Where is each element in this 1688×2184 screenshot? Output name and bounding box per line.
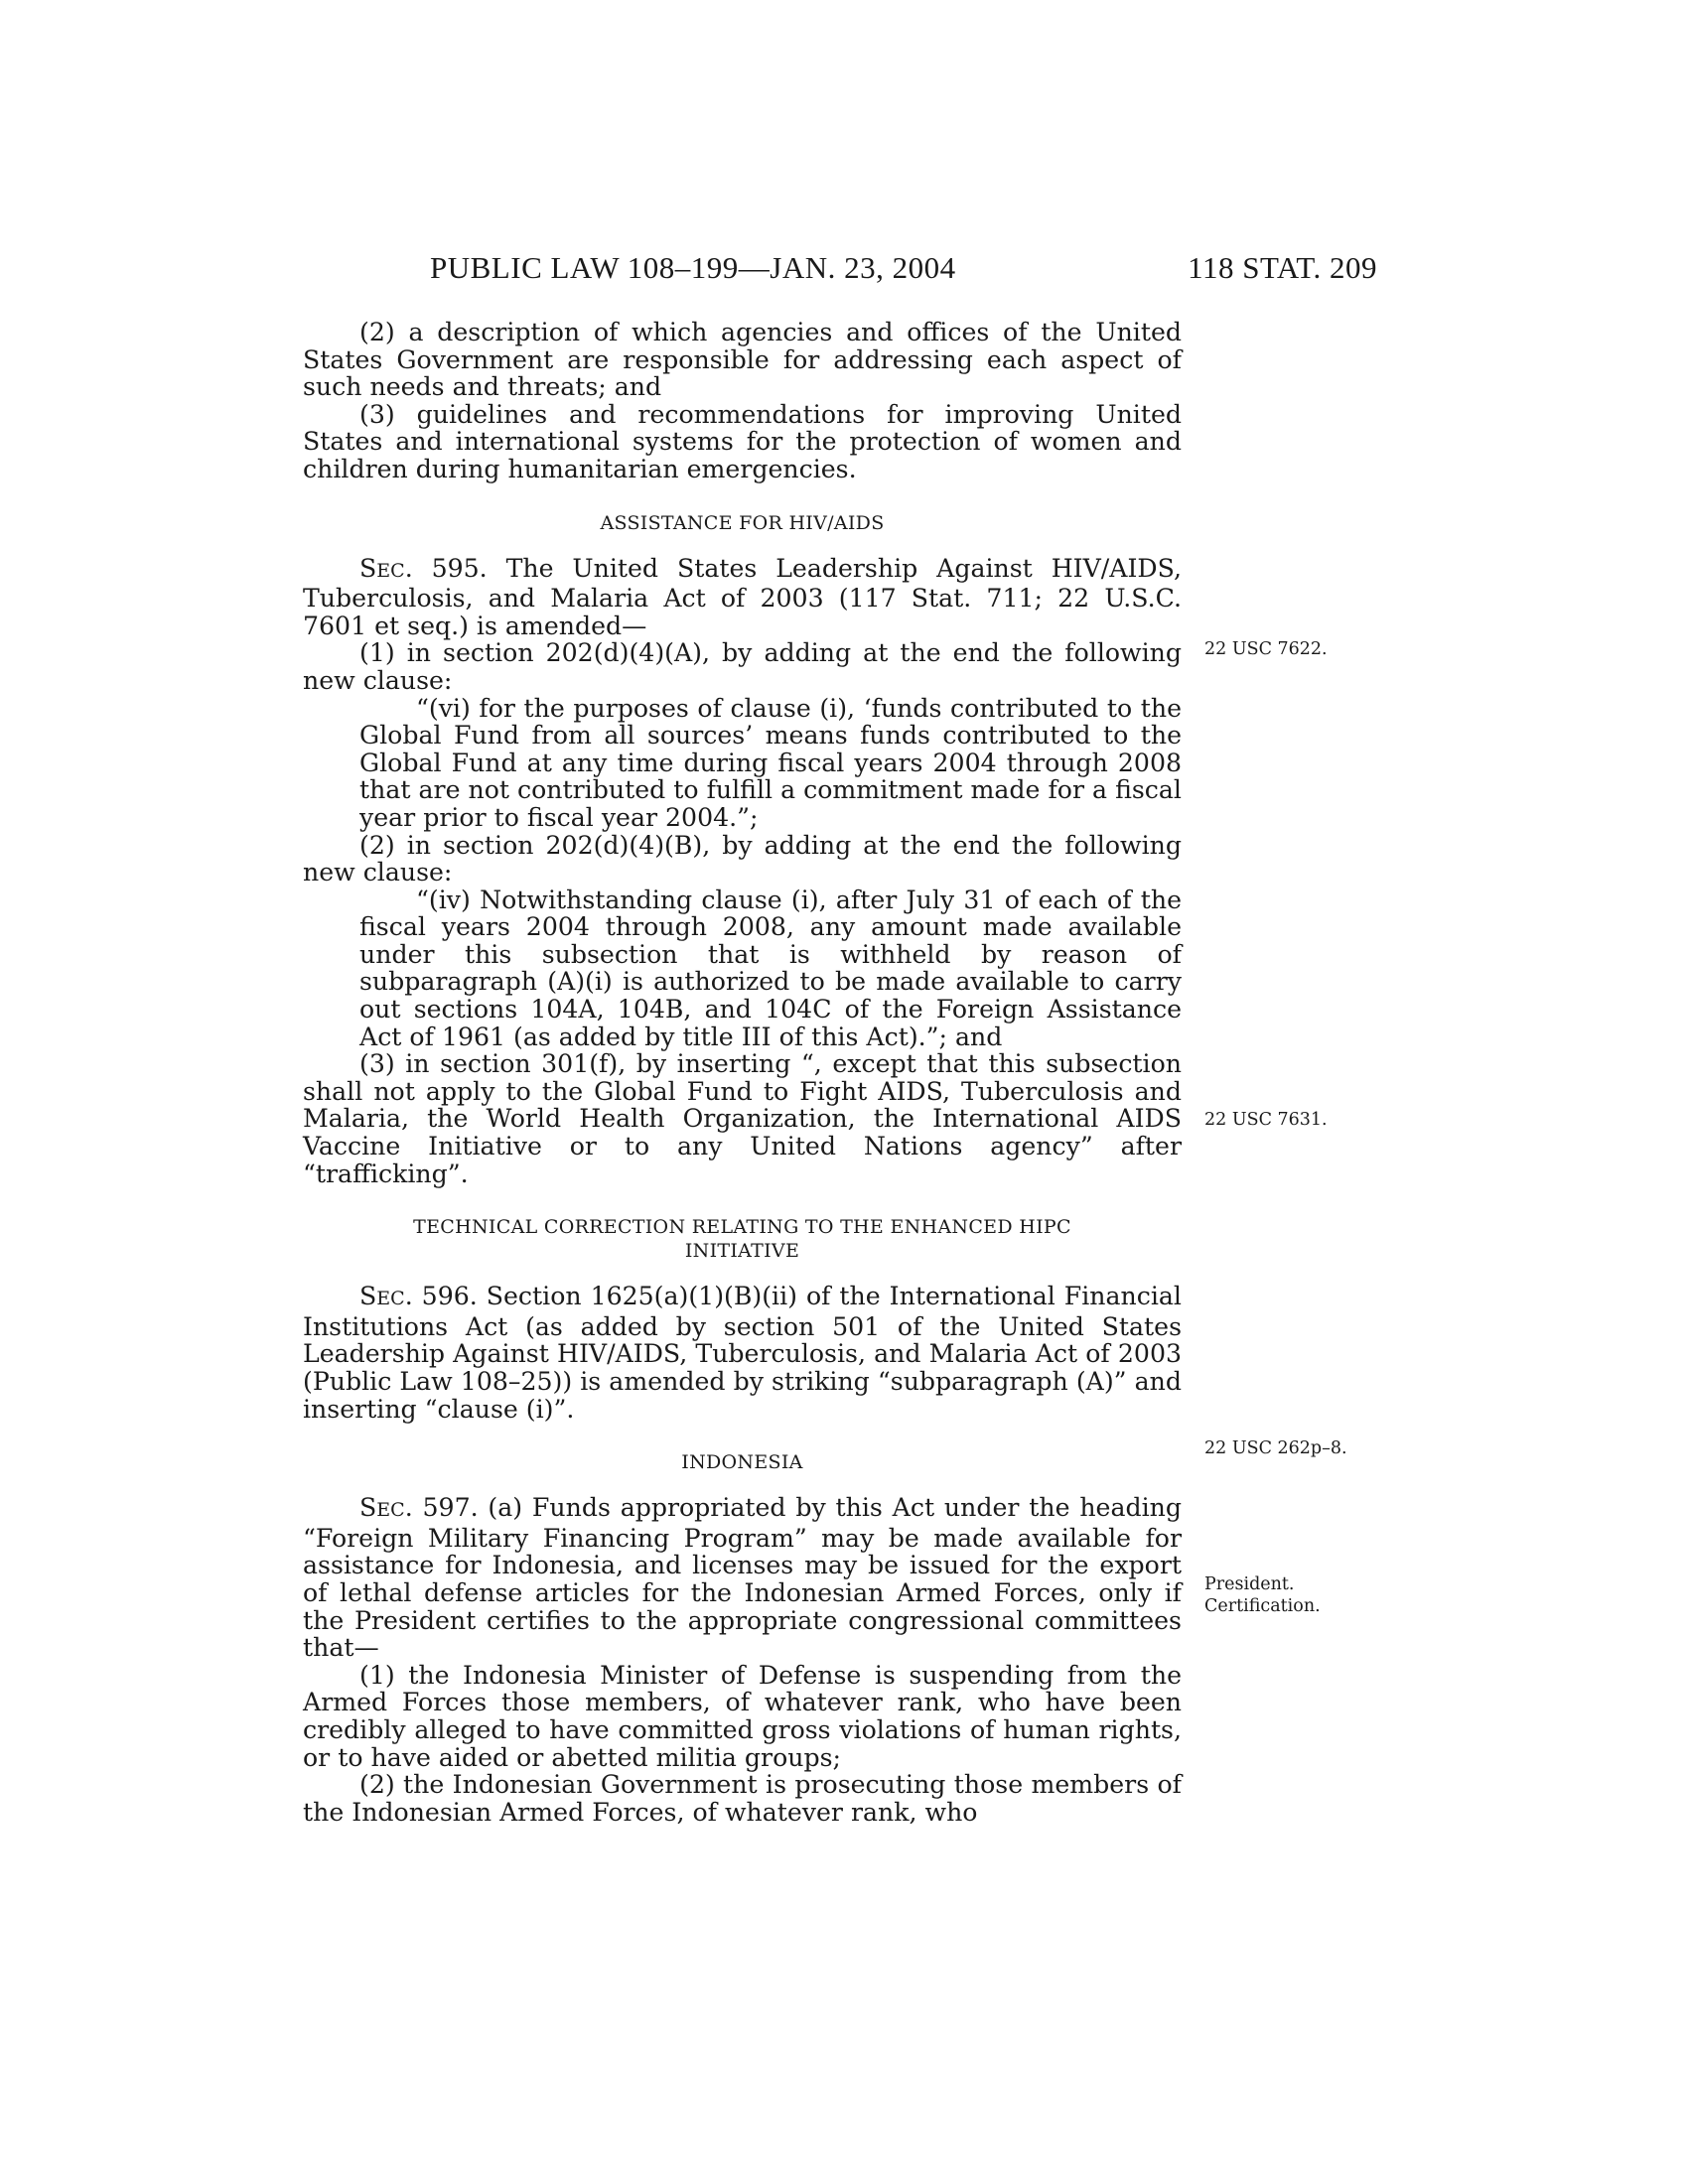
sec-label-initial: S xyxy=(359,553,377,583)
main-text-column xyxy=(303,319,1182,1826)
margin-note-president: President. xyxy=(1204,1574,1295,1594)
margin-note-usc-7631: 22 USC 7631. xyxy=(1204,1110,1328,1130)
margin-note-usc-262p-8: 22 USC 262p–8. xyxy=(1204,1438,1347,1458)
section-597-item-1: (1) the Indonesia Minister of Defense is suspending from the Armed Forces those members, of whatever rank, who have been credibly alleged to have committed gross violations of human rights, or to have aided or abetted militia groups; xyxy=(303,1660,1182,1772)
section-heading-indonesia xyxy=(303,1450,1182,1474)
section-heading-text: INDONESIA xyxy=(681,1451,803,1474)
paragraph-2-description: (2) a description of which agencies and offices of the United States Government are responsible for addressing each aspect of such needs and threats; and xyxy=(303,318,1182,402)
section-595-text: . 595. The United States Leadership Against HIV/AIDS, Tuberculosis, and Malaria Act of 2003 (117 Stat. 711; 22 U.S.C. 7601 et seq.) is amended— xyxy=(303,553,1182,640)
paragraph-3-guidelines: (3) guidelines and recommendations for improving United States and international systems for the protection of women and children during humanitarian emergencies. xyxy=(303,399,1182,483)
margin-note-usc-7622: 22 USC 7622. xyxy=(1204,639,1328,659)
section-heading-hiv-aids xyxy=(303,511,1182,535)
section-595-clause-iv: “(iv) Notwithstanding clause (i), after July 31 of each of the fiscal years 2004 through 2008, any amount made available under this subsection that is withheld by reason of subparagraph (A)(i) is authorized to be made available to carry out sections 104A, 104B, and 104C of the Foreign Assistance Act of 1961 (as added by title III of this Act).”; and xyxy=(359,885,1182,1051)
margin-note-certification: Certification. xyxy=(1204,1596,1321,1616)
section-596-body: . 596. Section 1625(a)(1)(B)(ii) of the International Financial Institutions Act (as added by section 501 of the United States Leadership Against HIV/AIDS, Tuberculosis, and Malaria Act of 2003 (Public Law 108–25)) is amended by striking “subparagraph (A)” and inserting “clause (i)”. xyxy=(303,1282,1182,1424)
sec-label-initial: S xyxy=(359,1282,377,1311)
section-heading-text: ASSISTANCE FOR HIV/AIDS xyxy=(600,511,885,534)
section-596-text xyxy=(303,1283,1182,1423)
sec-label-smallcaps: EC xyxy=(376,559,405,582)
section-595-item-1: (1) in section 202(d)(4)(A), by adding at the end the following new clause: xyxy=(303,638,1182,695)
sec-label-smallcaps: EC xyxy=(376,1499,405,1522)
page-header xyxy=(422,250,1377,290)
section-595-item-3: (3) in section 301(f), by inserting “, except that this subsection shall not apply to the Global Fund to Fight AIDS, Tuberculosis and Malaria, the World Health Organization, the International AIDS Vaccine Initiative or to any United Nations agency” after “trafficking”. xyxy=(303,1049,1182,1188)
section-597-body: . 597. (a) Funds appropriated by this Act under the heading “Foreign Military Financing Program” may be made available for assistance for Indonesia, and licenses may be issued for the export of lethal defense articles for the Indonesian Armed Forces, only if the President certifies to the appropriate congressional committees that— xyxy=(303,1493,1182,1663)
sec-label-initial: S xyxy=(359,1493,377,1523)
section-595-intro xyxy=(303,555,1182,640)
section-595-clause-vi: “(vi) for the purposes of clause (i), ‘funds contributed to the Global Fund from all sources’ means funds contributed to the Global Fund at any time during fiscal years 2004 through 2008 that are not contributed to fulfill a commitment made for a fiscal year prior to fiscal year 2004.”; xyxy=(359,693,1182,832)
stat-page-number: 118 STAT. 209 xyxy=(1188,250,1377,285)
running-head: PUBLIC LAW 108–199—JAN. 23, 2004 xyxy=(430,250,956,285)
sec-label-smallcaps: EC xyxy=(376,1288,405,1310)
section-heading-text-line-1: TECHNICAL CORRECTION RELATING TO THE ENHANCED HIPC xyxy=(413,1216,1071,1239)
section-595-item-2: (2) in section 202(d)(4)(B), by adding at the end the following new clause: xyxy=(303,830,1182,887)
section-heading-hipc xyxy=(303,1215,1182,1263)
section-heading-text-line-2: INITIATIVE xyxy=(684,1240,800,1263)
section-597-intro xyxy=(303,1494,1182,1662)
section-597-item-2: (2) the Indonesian Government is prosecuting those members of the Indonesian Armed Forces, of whatever rank, who xyxy=(303,1770,1182,1827)
